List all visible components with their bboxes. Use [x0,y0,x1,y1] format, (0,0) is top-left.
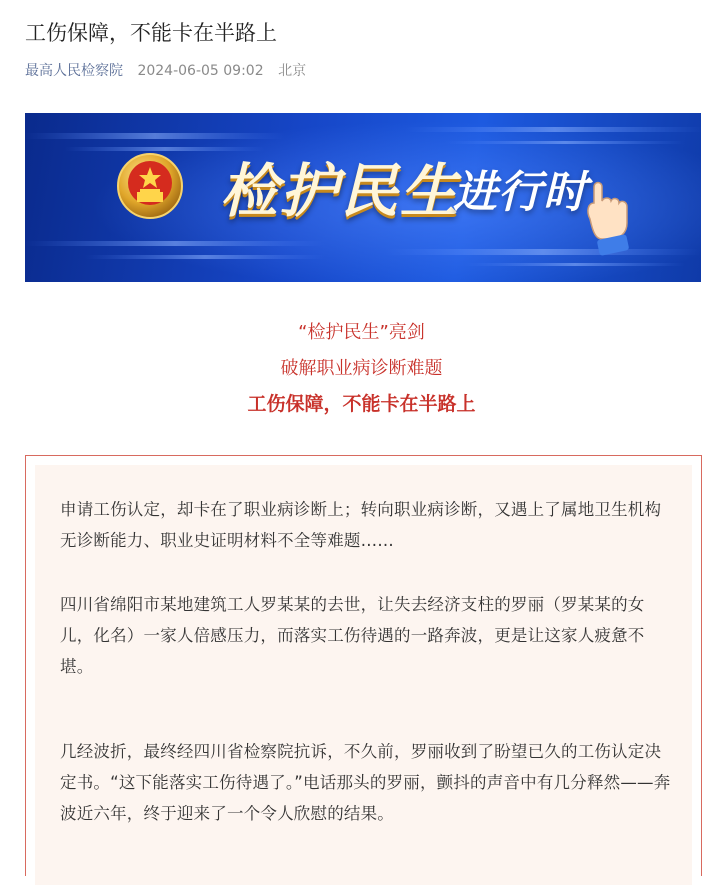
intro-paragraph: 申请工伤认定，却卡在了职业病诊断上；转向职业病诊断，又遇上了属地卫生机构无诊断能力、职业史证明材料不全等难题…… [60,500,662,550]
publish-location: 北京 [278,63,307,79]
intro-card [25,455,702,876]
column-banner [25,113,701,282]
banner-subtitle: 进行时 [453,167,588,218]
article-meta [25,60,306,82]
publish-date: 2024-06-05 09:02 [137,63,264,79]
article-title: 工伤保障，不能卡在半路上 [25,21,277,45]
banner-title: 检护民生 [220,157,461,225]
intro-paragraph: 四川省绵阳市某地建筑工人罗某某的去世，让失去经济支柱的罗丽（罗某某的女儿，化名）一家人倍感压力，而落实工伤待遇的一路奔波，更是让这家人疲惫不堪。 [60,595,645,676]
intro-card-body [35,465,692,885]
author-link[interactable]: 最高人民检察院 [25,63,123,79]
procuratorate-emblem-icon [118,154,182,218]
headline-line-3: 工伤保障，不能卡在半路上 [247,393,476,415]
headline-line-1: “检护民生”亮剑 [298,322,425,343]
intro-paragraph: 几经波折，最终经四川省检察院抗诉，不久前，罗丽收到了盼望已久的工伤认定决定书。“这下能落实工伤待遇了。”电话那头的罗丽，颤抖的声音中有几分释然——奔波近六年，终于迎来了一个令人欣慰的结果。 [60,742,671,823]
headline-line-2: 破解职业病诊断难题 [280,358,443,379]
